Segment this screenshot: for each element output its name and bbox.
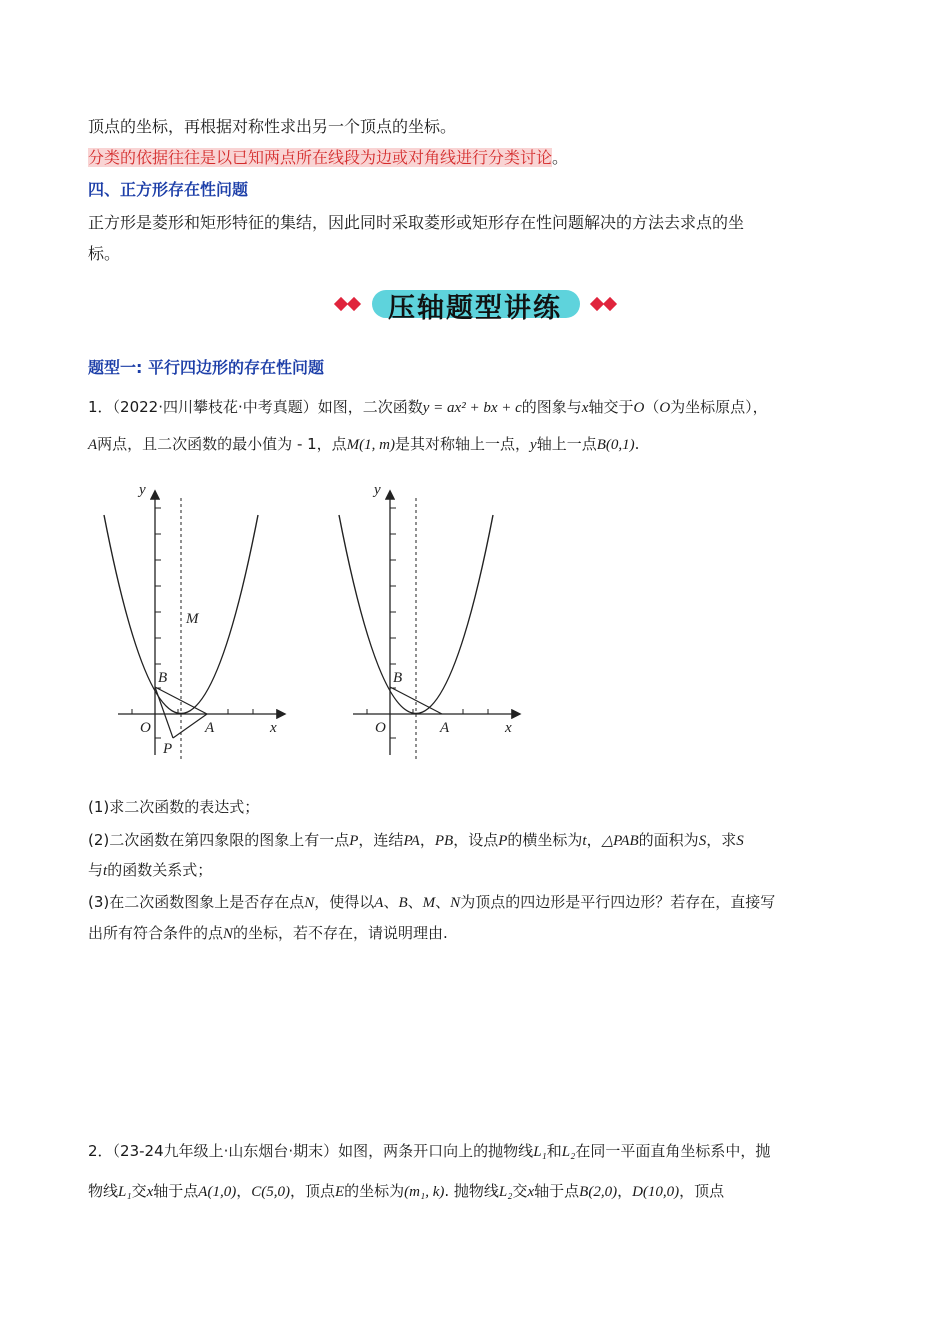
- figure-2: [333, 470, 533, 765]
- point-a-label: A: [440, 720, 450, 736]
- origin-label: O: [140, 720, 151, 736]
- q1-line2: A两点，且二次函数的最小值为 - 1，点M(1, m)是其对称轴上一点，y轴上一点B(0,1).: [88, 435, 640, 453]
- point-a-label: A: [205, 720, 215, 736]
- origin-label: O: [375, 720, 386, 736]
- point-b-label: B: [158, 670, 168, 686]
- section-banner: [330, 284, 620, 324]
- q1-part2-line1: (2)二次函数在第四象限的图象上有一点P，连结PA，PB，设点P的横坐标为t，△PAB的面积为S，求S: [88, 831, 744, 849]
- x-axis-label: x: [270, 720, 277, 736]
- y-axis-label: y: [374, 482, 381, 498]
- q1-line1: 1．（2022·四川攀枝花·中考真题）如图，二次函数y = ax² + bx + c的图象与x轴交于O（O为坐标原点），: [88, 398, 768, 416]
- q2-line1: 2．（23-24九年级上·山东烟台·期末）如图，两条开口向上的抛物线L₁和L₂在同一平面直角坐标系中，抛: [88, 1142, 771, 1160]
- section-body-line2: 标。: [88, 244, 121, 263]
- point-m-label: M: [186, 611, 199, 627]
- x-axis-label: x: [505, 720, 512, 736]
- q1-part3-line2: 出所有符合条件的点N的坐标，若不存在，请说明理由.: [88, 924, 448, 942]
- section-heading: 四、正方形存在性问题: [88, 180, 249, 199]
- q1-part1: (1)求二次函数的表达式；: [88, 798, 260, 816]
- section-body-line1: 正方形是菱形和矩形特征的集结，因此同时采取菱形或矩形存在性问题解决的方法去求点的坐: [88, 213, 745, 232]
- q1-part3-line1: (3)在二次函数图象上是否存在点N，使得以A、B、M、N为顶点的四边形是平行四边形？若存在，直接写: [88, 893, 776, 911]
- figure-1: [98, 470, 298, 765]
- intro-highlight: 分类的依据往往是以已知两点所在线段为边或对角线进行分类讨论。: [88, 148, 569, 167]
- point-p-label: P: [163, 741, 173, 757]
- formula: y = ax² + bx + c: [422, 400, 522, 416]
- q1-part2-line2: 与t的函数关系式；: [88, 861, 213, 879]
- intro-text: 顶点的坐标，再根据对称性求出另一个顶点的坐标。: [88, 117, 457, 136]
- q2-line2: 物线L₁交x轴于点A(1,0)，C(5,0)，顶点E的坐标为(m₁, k). 抛物线L₂交x轴于点B(2,0)，D(10,0)，顶点: [88, 1182, 725, 1200]
- highlighted-text: 分类的依据往往是以已知两点所在线段为边或对角线进行分类讨论: [88, 148, 553, 167]
- y-axis-label: y: [139, 482, 146, 498]
- banner-title: 压轴题型讲练: [388, 293, 562, 324]
- point-b-label: B: [393, 670, 403, 686]
- type-heading: 题型一: 平行四边形的存在性问题: [88, 358, 324, 377]
